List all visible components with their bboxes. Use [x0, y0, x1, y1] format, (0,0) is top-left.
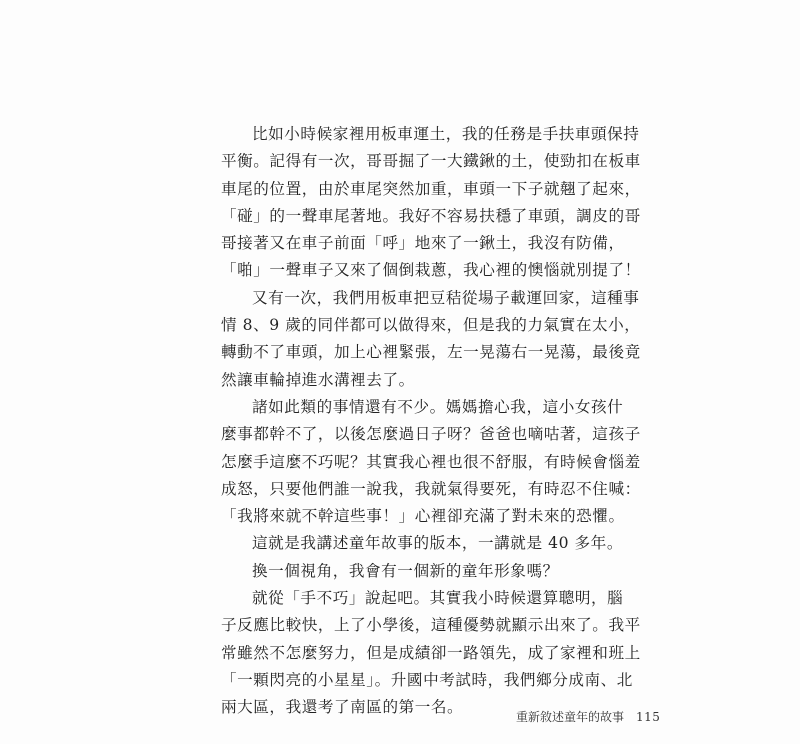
- text-line: 平衡。記得有一次，哥哥掘了一大鐵鍬的土，使勁扣在板車: [221, 152, 641, 171]
- text-line: 「碰」的一聲車尾著地。我好不容易扶穩了車頭，調皮的哥: [221, 206, 641, 225]
- text-line: 常雖然不怎麼努力，但是成績卻一路領先，成了家裡和班上: [221, 643, 641, 662]
- running-title: 重新敘述童年的故事: [516, 710, 625, 724]
- page-number: 115: [636, 710, 661, 724]
- text-line: 麼事都幹不了，以後怎麼過日子呀？爸爸也嘀咕著，這孩子: [221, 425, 641, 444]
- page-footer: [516, 708, 660, 725]
- text-line: 「啪」一聲車子又來了個倒栽蔥，我心裡的懊惱就別提了！: [221, 261, 641, 280]
- text-line: 哥接著又在車子前面「呼」地來了一鍬土，我沒有防備，: [221, 234, 625, 253]
- text-line: 「一顆閃亮的小星星」。升國中考試時，我們鄉分成南、北: [221, 670, 633, 689]
- text-line: 成怒，只要他們誰一說我，我就氣得要死，有時忍不住喊：: [221, 479, 641, 498]
- text-line: 又有一次，我們用板車把豆秸從場子載運回家，這種事: [252, 288, 640, 307]
- text-line: 轉動不了車頭，加上心裡緊張，左一晃蕩右一晃蕩，最後竟: [221, 343, 641, 362]
- text-line: 子反應比較快，上了小學後，這種優勢就顯示出來了。我平: [221, 616, 641, 635]
- text-line: 比如小時候家裡用板車運土，我的任務是手扶車頭保持: [252, 125, 640, 143]
- text-line: 換一個視角，我會有一個新的童年形象嗎？: [252, 561, 559, 580]
- body-text: [221, 121, 641, 722]
- text-line: 怎麼手這麼不巧呢？其實我心裡也很不舒服，有時候會惱羞: [221, 452, 641, 471]
- text-line: 兩大區，我還考了南區的第一名。: [221, 698, 464, 717]
- text-line: 車尾的位置，由於車尾突然加重，車頭一下子就翹了起來，: [221, 179, 641, 198]
- text-line: 情 8、9 歲的同伴都可以做得來，但是我的力氣實在太小，: [221, 316, 641, 335]
- text-line: 「我將來就不幹這些事！」心裡卻充滿了對未來的恐懼。: [221, 507, 625, 526]
- text-line: 然讓車輪掉進水溝裡去了。: [221, 370, 415, 389]
- text-line: 諸如此類的事情還有不少。媽媽擔心我，這小女孩什: [252, 397, 624, 416]
- text-line: 就從「手不巧」說起吧。其實我小時候還算聰明，腦: [252, 589, 624, 608]
- text-line: 這就是我講述童年故事的版本，一講就是 40 多年。: [252, 534, 623, 553]
